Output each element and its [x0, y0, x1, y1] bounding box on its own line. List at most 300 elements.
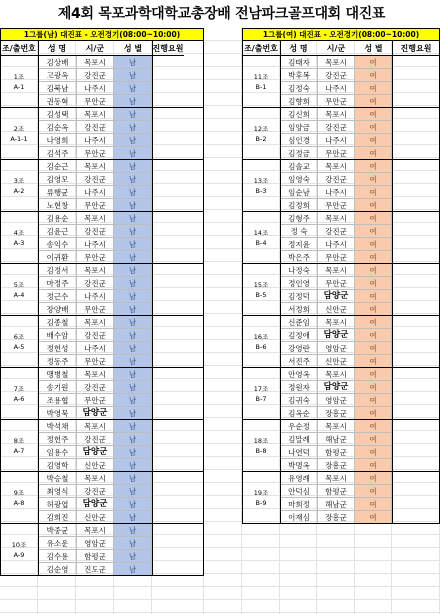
player-gender: 남 — [114, 56, 152, 69]
grid-cell — [152, 431, 204, 444]
column-header: 조/출번호 — [242, 41, 280, 56]
player-name: 정동주 — [38, 355, 76, 368]
grid-cell — [204, 574, 242, 587]
player-city: 목포시 — [76, 524, 114, 537]
player-name: 마정주 — [38, 277, 76, 290]
grid-cell — [392, 457, 440, 470]
grid-cell — [392, 340, 440, 353]
grid-cell — [317, 535, 355, 548]
grid-cell — [152, 275, 204, 288]
player-city: 강진군 — [317, 173, 355, 186]
player-gender: 여 — [355, 407, 392, 420]
player-gender: 여 — [355, 147, 392, 160]
player-name: 김석주 — [38, 147, 76, 160]
player-gender: 여 — [355, 69, 392, 82]
player-name: 송기원 — [38, 381, 76, 394]
grid-cell — [204, 158, 242, 171]
grid-cell — [242, 548, 280, 561]
grid-cell — [0, 600, 38, 613]
grid-cell — [152, 392, 204, 405]
player-city: 함평군 — [317, 485, 355, 498]
player-city: 신안군 — [76, 511, 114, 524]
player-gender: 남 — [114, 303, 152, 316]
player-gender: 남 — [114, 225, 152, 238]
grid-cell — [204, 418, 242, 431]
player-city: 무안군 — [317, 251, 355, 264]
group-label — [242, 264, 280, 316]
player-name: 김수용 — [38, 550, 76, 563]
grid-cell — [152, 288, 204, 301]
player-gender: 남 — [114, 290, 152, 303]
group-code: B-2 — [255, 135, 267, 143]
grid-cell — [204, 67, 242, 80]
player-city: 강진군 — [76, 121, 114, 134]
player-name: 최영식 — [38, 485, 76, 498]
player-city: 목포시 — [317, 108, 355, 121]
player-gender: 남 — [114, 264, 152, 277]
grid-cell — [392, 444, 440, 457]
player-name: 송익수 — [38, 238, 76, 251]
grid-cell — [152, 379, 204, 392]
grid-cell — [114, 600, 152, 613]
player-city: 진도군 — [76, 563, 114, 576]
grid-cell — [76, 587, 114, 600]
grid-cell — [204, 41, 242, 54]
player-gender: 여 — [355, 82, 392, 95]
grid-cell — [152, 353, 204, 366]
player-gender: 남 — [114, 550, 152, 563]
player-gender: 여 — [355, 199, 392, 212]
grid-cell — [242, 600, 280, 613]
grid-cell — [152, 119, 204, 132]
player-gender: 남 — [114, 199, 152, 212]
player-name: 장양배 — [38, 303, 76, 316]
group-label — [242, 316, 280, 368]
player-gender: 여 — [355, 316, 392, 329]
player-city: 목포시 — [76, 368, 114, 381]
player-city: 담양군 — [317, 290, 355, 303]
column-header: 성 별 — [114, 41, 152, 56]
grid-cell — [355, 561, 392, 574]
grid-cell — [392, 67, 440, 80]
player-gender: 여 — [355, 108, 392, 121]
player-name: 박명옥 — [280, 459, 317, 472]
player-city: 신안군 — [317, 303, 355, 316]
group-number: 10조 — [11, 541, 27, 549]
player-city: 영암군 — [317, 394, 355, 407]
grid-cell — [204, 132, 242, 145]
player-city: 장흥군 — [317, 511, 355, 524]
player-name: 강영란 — [280, 342, 317, 355]
player-city: 강진군 — [317, 69, 355, 82]
grid-cell — [204, 184, 242, 197]
player-gender: 남 — [114, 381, 152, 394]
group-label — [0, 472, 38, 524]
group-code: A-3 — [13, 239, 25, 247]
grid-cell — [152, 444, 204, 457]
group-number: 1조 — [13, 73, 25, 81]
player-name: 김태자 — [280, 56, 317, 69]
page-title: 제4회 목포과학대학교총장배 전남파크골프대회 대진표 — [57, 6, 386, 22]
group-number: 2조 — [13, 125, 25, 133]
player-name: 김희진 — [38, 511, 76, 524]
grid-cell — [204, 405, 242, 418]
player-name: 김솔교 — [280, 160, 317, 173]
player-name: 김영모 — [38, 173, 76, 186]
player-gender: 남 — [114, 277, 152, 290]
grid-cell — [152, 236, 204, 249]
player-city: 목포시 — [76, 264, 114, 277]
player-gender: 여 — [355, 212, 392, 225]
grid-cell — [392, 496, 440, 509]
player-city: 강진군 — [76, 173, 114, 186]
player-city: 목포시 — [76, 316, 114, 329]
grid-cell — [204, 28, 242, 41]
player-gender: 남 — [114, 355, 152, 368]
player-city: 나주시 — [76, 82, 114, 95]
grid-cell — [392, 548, 440, 561]
player-gender: 여 — [355, 134, 392, 147]
player-city: 강진군 — [317, 225, 355, 238]
grid-cell — [152, 457, 204, 470]
player-city: 목포시 — [76, 56, 114, 69]
grid-cell — [242, 561, 280, 574]
table-border-right — [203, 41, 204, 576]
player-name: 박영묵 — [38, 407, 76, 420]
player-gender: 남 — [114, 485, 152, 498]
player-city: 나주시 — [76, 290, 114, 303]
player-gender: 여 — [355, 121, 392, 134]
grid-cell — [204, 444, 242, 457]
player-gender: 여 — [355, 329, 392, 342]
grid-cell — [204, 262, 242, 275]
group-number: 18조 — [253, 437, 269, 445]
group-number: 7조 — [13, 385, 25, 393]
group-code: A-7 — [13, 447, 25, 455]
bracket-header: 1그룹(여) 대진표 - 오전경기(08:00~10:00) — [242, 28, 440, 41]
grid-cell — [204, 197, 242, 210]
player-name: 임양금 — [280, 121, 317, 134]
grid-cell — [392, 184, 440, 197]
group-number: 5조 — [13, 281, 25, 289]
grid-cell — [355, 535, 392, 548]
player-gender: 남 — [114, 420, 152, 433]
grid-cell — [152, 548, 204, 561]
grid-cell — [392, 288, 440, 301]
grid-cell — [317, 587, 355, 600]
grid-cell — [392, 483, 440, 496]
grid-cell — [204, 509, 242, 522]
group-divider — [242, 523, 440, 524]
group-number: 4조 — [13, 229, 25, 237]
grid-cell — [317, 548, 355, 561]
column-header: 조/출번호 — [0, 41, 38, 56]
player-city: 강진군 — [76, 225, 114, 238]
grid-cell — [152, 405, 204, 418]
player-name: 김귀숙 — [280, 394, 317, 407]
player-gender: 남 — [114, 108, 152, 121]
player-name: 정헌주 — [38, 433, 76, 446]
player-gender: 남 — [114, 394, 152, 407]
grid-cell — [152, 132, 204, 145]
player-city: 무안군 — [317, 147, 355, 160]
player-city: 나주시 — [76, 342, 114, 355]
player-gender: 여 — [355, 394, 392, 407]
column-header: 시/군 — [76, 41, 114, 56]
player-city: 장흥군 — [317, 407, 355, 420]
group-number: 3조 — [13, 177, 25, 185]
grid-cell — [152, 93, 204, 106]
player-name: 김정서 — [38, 264, 76, 277]
group-label — [0, 108, 38, 160]
player-name: 김영학 — [38, 459, 76, 472]
player-gender: 여 — [355, 95, 392, 108]
player-name: 심인경 — [280, 134, 317, 147]
player-name: 류행균 — [38, 186, 76, 199]
group-label — [0, 368, 38, 420]
player-name: 김신희 — [280, 108, 317, 121]
player-city: 목포시 — [317, 420, 355, 433]
bracket-header: 1그룹(남) 대진표 - 오전경기(08:00~10:00) — [0, 28, 204, 41]
group-label — [0, 212, 38, 264]
grid-cell — [204, 366, 242, 379]
group-label — [0, 160, 38, 212]
table-divider — [38, 41, 39, 576]
player-gender: 여 — [355, 238, 392, 251]
player-city: 무안군 — [317, 95, 355, 108]
group-label — [242, 160, 280, 212]
player-city: 담양군 — [76, 407, 114, 420]
grid-cell — [204, 249, 242, 262]
grid-cell — [204, 379, 242, 392]
player-city: 장흥군 — [317, 459, 355, 472]
player-name: 박승철 — [38, 472, 76, 485]
grid-cell — [280, 574, 317, 587]
grid-cell — [392, 223, 440, 236]
player-gender: 여 — [355, 56, 392, 69]
grid-cell — [152, 327, 204, 340]
grid-cell — [152, 197, 204, 210]
grid-cell — [204, 327, 242, 340]
grid-cell — [392, 249, 440, 262]
player-name: 정지윤 — [280, 238, 317, 251]
player-gender: 여 — [355, 511, 392, 524]
player-gender: 남 — [114, 329, 152, 342]
grid-cell — [280, 600, 317, 613]
column-header: 시/군 — [317, 41, 355, 56]
player-name: 나연덕 — [280, 446, 317, 459]
grid-cell — [204, 288, 242, 301]
player-name: 김순영 — [38, 563, 76, 576]
group-divider — [0, 575, 204, 576]
player-city: 무안군 — [317, 277, 355, 290]
player-gender: 남 — [114, 147, 152, 160]
player-gender: 남 — [114, 69, 152, 82]
group-code: B-8 — [255, 447, 267, 455]
grid-cell — [392, 574, 440, 587]
grid-cell — [204, 470, 242, 483]
grid-cell — [204, 301, 242, 314]
player-gender: 여 — [355, 485, 392, 498]
grid-cell — [204, 535, 242, 548]
group-code: A-6 — [13, 395, 25, 403]
player-city: 강진군 — [76, 277, 114, 290]
player-gender: 남 — [114, 459, 152, 472]
group-number: 19조 — [253, 489, 269, 497]
player-name: 노현창 — [38, 199, 76, 212]
player-city: 영암군 — [317, 342, 355, 355]
player-gender: 여 — [355, 277, 392, 290]
group-code: A-9 — [13, 551, 25, 559]
grid-cell — [392, 535, 440, 548]
player-gender: 남 — [114, 82, 152, 95]
grid-cell — [204, 340, 242, 353]
player-name: 조용협 — [38, 394, 76, 407]
group-code: B-9 — [255, 499, 267, 507]
player-city: 목포시 — [317, 212, 355, 225]
player-name: 김정금 — [280, 147, 317, 160]
grid-cell — [280, 587, 317, 600]
player-city: 강진군 — [76, 433, 114, 446]
player-city: 목포시 — [317, 472, 355, 485]
player-name: 우순정 — [280, 420, 317, 433]
player-name: 이귀환 — [38, 251, 76, 264]
player-gender: 여 — [355, 186, 392, 199]
table-divider — [152, 41, 153, 576]
group-code: B-1 — [255, 83, 267, 91]
player-name: 임영숙 — [280, 173, 317, 186]
player-gender: 남 — [114, 95, 152, 108]
player-name: 김말례 — [280, 433, 317, 446]
grid-cell — [204, 587, 242, 600]
grid-cell — [204, 210, 242, 223]
player-city: 무안군 — [76, 355, 114, 368]
player-city: 신안군 — [317, 355, 355, 368]
player-name: 권동혁 — [38, 95, 76, 108]
player-city: 함평군 — [76, 550, 114, 563]
group-number: 6조 — [13, 333, 25, 341]
group-label — [0, 56, 38, 108]
player-city: 무안군 — [76, 251, 114, 264]
player-city: 신안군 — [76, 459, 114, 472]
player-gender: 남 — [114, 433, 152, 446]
player-gender: 남 — [114, 472, 152, 485]
grid-cell — [392, 275, 440, 288]
player-city: 해남군 — [317, 498, 355, 511]
grid-cell — [392, 119, 440, 132]
grid-cell — [204, 54, 242, 67]
player-gender: 남 — [114, 511, 152, 524]
player-gender: 여 — [355, 459, 392, 472]
player-name: 박후복 — [280, 69, 317, 82]
table-divider — [392, 41, 393, 524]
column-header: 성 별 — [355, 41, 392, 56]
grid-cell — [392, 132, 440, 145]
grid-cell — [204, 314, 242, 327]
player-name: 신준임 — [280, 316, 317, 329]
player-city: 무안군 — [76, 394, 114, 407]
player-name: 김정숙 — [280, 82, 317, 95]
player-name: 정 숙 — [280, 225, 317, 238]
player-name: 정원자 — [280, 381, 317, 394]
player-name: 허광엽 — [38, 498, 76, 511]
group-code: B-5 — [255, 291, 267, 299]
player-city: 담양군 — [317, 329, 355, 342]
grid-cell — [204, 561, 242, 574]
grid-cell — [204, 457, 242, 470]
group-code: A-4 — [13, 291, 25, 299]
player-name: 김상배 — [38, 56, 76, 69]
grid-cell — [152, 561, 204, 574]
player-name: 맹병철 — [38, 368, 76, 381]
grid-cell — [280, 535, 317, 548]
player-city: 강진군 — [76, 381, 114, 394]
grid-cell — [392, 327, 440, 340]
player-name: 김형주 — [280, 212, 317, 225]
table-border-left — [0, 41, 1, 576]
player-gender: 남 — [114, 186, 152, 199]
grid-cell — [355, 574, 392, 587]
grid-cell — [152, 145, 204, 158]
player-name: 안덕심 — [280, 485, 317, 498]
grid-cell — [242, 587, 280, 600]
grid-cell — [152, 509, 204, 522]
player-gender: 남 — [114, 121, 152, 134]
player-gender: 여 — [355, 173, 392, 186]
column-header: 진행요원 — [152, 41, 184, 56]
grid-cell — [114, 587, 152, 600]
player-name: 김순근 — [38, 160, 76, 173]
grid-cell — [152, 184, 204, 197]
player-city: 담양군 — [317, 381, 355, 394]
grid-cell — [204, 93, 242, 106]
player-gender: 여 — [355, 264, 392, 277]
grid-cell — [152, 340, 204, 353]
group-code: A-2 — [13, 187, 25, 195]
grid-cell — [76, 600, 114, 613]
grid-cell — [355, 600, 392, 613]
player-name: 김순옥 — [38, 121, 76, 134]
grid-cell — [392, 509, 440, 522]
player-name: 임순남 — [280, 186, 317, 199]
player-name: 배수암 — [38, 329, 76, 342]
player-name: 박석채 — [38, 420, 76, 433]
player-name: 임용수 — [38, 446, 76, 459]
player-gender: 여 — [355, 472, 392, 485]
player-city: 목포시 — [76, 108, 114, 121]
player-name: 서진주 — [280, 355, 317, 368]
group-code: B-4 — [255, 239, 267, 247]
grid-cell — [392, 236, 440, 249]
player-city: 목포시 — [76, 420, 114, 433]
grid-cell — [392, 561, 440, 574]
grid-cell — [152, 587, 204, 600]
grid-cell — [204, 119, 242, 132]
grid-cell — [355, 548, 392, 561]
player-city: 담양군 — [76, 446, 114, 459]
player-city: 목포시 — [317, 316, 355, 329]
grid-cell — [152, 301, 204, 314]
player-city: 목포시 — [317, 264, 355, 277]
grid-cell — [152, 535, 204, 548]
player-gender: 여 — [355, 433, 392, 446]
grid-cell — [204, 483, 242, 496]
grid-cell — [392, 197, 440, 210]
player-city: 강진군 — [76, 485, 114, 498]
group-number: 8조 — [13, 437, 25, 445]
grid-cell — [355, 587, 392, 600]
player-name: 이재심 — [280, 511, 317, 524]
